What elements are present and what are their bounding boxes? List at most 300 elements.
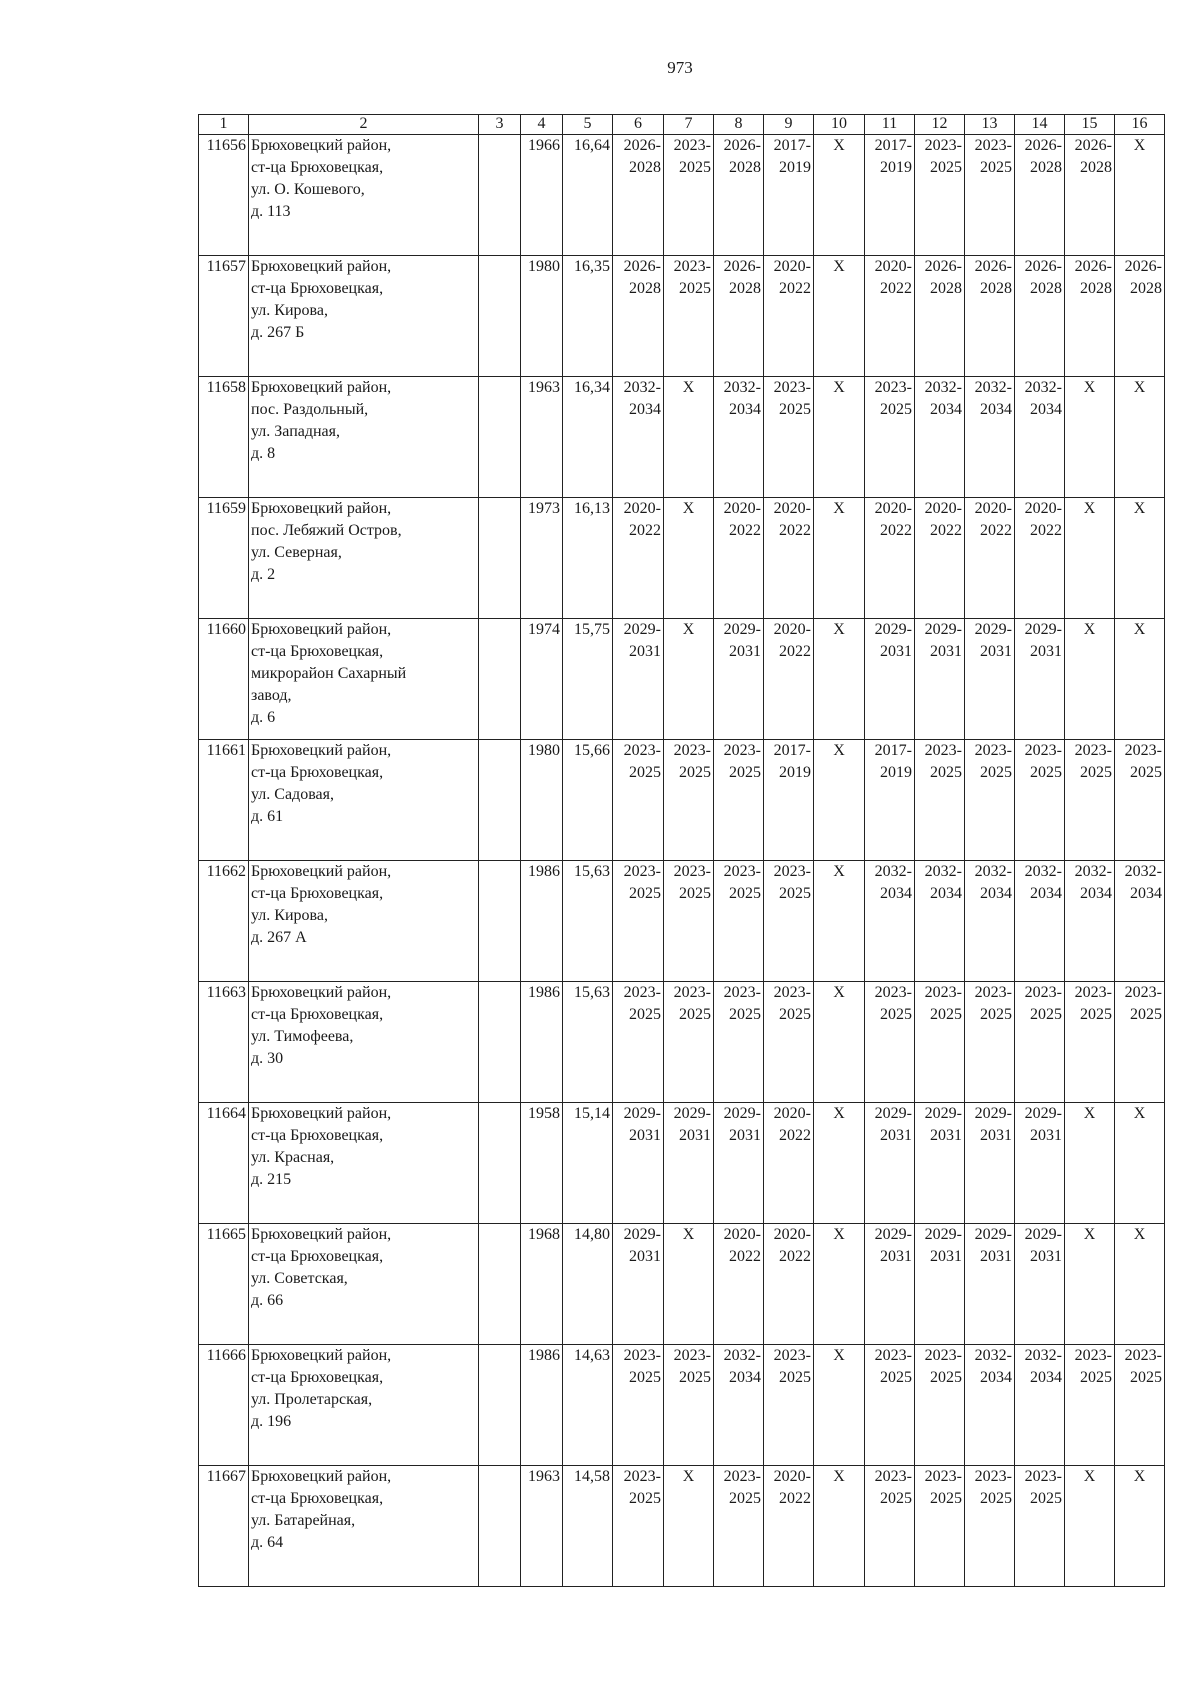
address-cell [249, 377, 479, 498]
year-cell: 1973 [521, 498, 563, 619]
period-cell-6 [613, 498, 664, 619]
period-value: X [1133, 1226, 1146, 1243]
column-header-16: 16 [1115, 115, 1165, 135]
wear-value-cell: 16,35 [563, 256, 613, 377]
period-value: 2029- 2031 [974, 1105, 1012, 1144]
column-3-cell [479, 861, 521, 982]
period-value: 2032- 2034 [623, 379, 661, 418]
period-value: 2032- 2034 [924, 863, 962, 902]
period-cell-11 [865, 1103, 915, 1224]
address-line: д. 8 [251, 445, 276, 462]
column-3-cell [479, 377, 521, 498]
period-value: 2020- 2022 [1024, 500, 1062, 539]
table-row [199, 740, 1165, 861]
year-cell: 1966 [521, 135, 563, 256]
period-cell-11 [865, 1466, 915, 1587]
period-cell-7 [664, 982, 714, 1103]
period-cell-10 [814, 1224, 865, 1345]
period-value: 2029- 2031 [723, 1105, 761, 1144]
period-cell-14 [1015, 1224, 1065, 1345]
period-cell-12 [915, 740, 965, 861]
year-cell: 1974 [521, 619, 563, 740]
period-cell-15 [1065, 256, 1115, 377]
period-value: X [1083, 379, 1096, 396]
period-cell-10 [814, 377, 865, 498]
period-value: 2029- 2031 [723, 621, 761, 660]
column-3-cell [479, 619, 521, 740]
address-cell [249, 256, 479, 377]
period-value: 2023- 2025 [773, 984, 811, 1023]
period-cell-14 [1015, 256, 1065, 377]
period-cell-13 [965, 1345, 1015, 1466]
period-cell-11 [865, 377, 915, 498]
period-cell-6 [613, 740, 664, 861]
period-value: 2029- 2031 [673, 1105, 711, 1144]
table-row [199, 135, 1165, 256]
period-value: 2032- 2034 [723, 379, 761, 418]
period-value: 2029- 2031 [874, 621, 912, 660]
period-cell-8 [714, 1103, 764, 1224]
period-cell-9 [764, 982, 814, 1103]
period-value: 2023- 2025 [924, 742, 962, 781]
period-value: 2023- 2025 [673, 1347, 711, 1386]
period-value: 2029- 2031 [974, 1226, 1012, 1265]
period-value: 2020- 2022 [773, 500, 811, 539]
period-cell-6 [613, 861, 664, 982]
period-cell-16 [1115, 135, 1165, 256]
period-value: 2023- 2025 [1074, 742, 1112, 781]
period-cell-11 [865, 619, 915, 740]
period-value: X [833, 984, 845, 1001]
period-value: X [682, 1226, 695, 1243]
period-value: 2020- 2022 [924, 500, 962, 539]
period-value: X [833, 137, 845, 154]
period-value: X [1083, 500, 1096, 517]
address-line: ст-ца Брюховецкая, [251, 643, 384, 660]
wear-value-cell: 15,75 [563, 619, 613, 740]
period-cell-11 [865, 1224, 915, 1345]
address-line: ст-ца Брюховецкая, [251, 1248, 384, 1265]
period-value: X [1083, 1468, 1096, 1485]
period-cell-10 [814, 498, 865, 619]
address-line: Брюховецкий район, [251, 1226, 392, 1243]
period-value: 2023- 2025 [723, 742, 761, 781]
period-value: 2029- 2031 [1024, 621, 1062, 660]
address-line: ул. Садовая, [251, 786, 334, 803]
address-line: ул. Кирова, [251, 302, 328, 319]
address-line: д. 267 Б [251, 324, 305, 341]
period-cell-6 [613, 135, 664, 256]
period-value: 2023- 2025 [723, 1468, 761, 1507]
address-line: Брюховецкий район, [251, 1105, 392, 1122]
address-cell [249, 740, 479, 861]
period-cell-8 [714, 619, 764, 740]
address-cell [249, 1103, 479, 1224]
period-cell-14 [1015, 861, 1065, 982]
address-line: д. 215 [251, 1171, 292, 1188]
period-value: 2023- 2025 [673, 863, 711, 902]
table-row [199, 498, 1165, 619]
year-cell: 1968 [521, 1224, 563, 1345]
wear-value-cell: 15,63 [563, 861, 613, 982]
period-value: 2029- 2031 [924, 1226, 962, 1265]
period-value: 2020- 2022 [623, 500, 661, 539]
period-value: 2023- 2025 [723, 863, 761, 902]
period-cell-9 [764, 1103, 814, 1224]
header-row [199, 115, 1165, 135]
period-value: X [833, 379, 845, 396]
address-line: ст-ца Брюховецкая, [251, 1127, 384, 1144]
column-header-14: 14 [1015, 115, 1065, 135]
housing-register-table [198, 114, 1165, 1587]
period-cell-10 [814, 256, 865, 377]
period-value: 2023- 2025 [924, 984, 962, 1023]
address-line: Брюховецкий район, [251, 258, 392, 275]
period-cell-16 [1115, 982, 1165, 1103]
column-header-13: 13 [965, 115, 1015, 135]
period-value: 2029- 2031 [623, 1105, 661, 1144]
period-cell-13 [965, 256, 1015, 377]
period-value: 2032- 2034 [974, 379, 1012, 418]
period-cell-6 [613, 982, 664, 1103]
period-cell-16 [1115, 498, 1165, 619]
period-value: X [833, 1105, 845, 1122]
period-cell-9 [764, 256, 814, 377]
period-cell-16 [1115, 1466, 1165, 1587]
period-value: X [1133, 500, 1146, 517]
period-cell-15 [1065, 982, 1115, 1103]
table-row [199, 256, 1165, 377]
table-row [199, 619, 1165, 740]
row-number-cell: 11663 [199, 982, 249, 1103]
table-row [199, 1345, 1165, 1466]
period-value: X [1083, 621, 1096, 638]
address-line: ст-ца Брюховецкая, [251, 885, 384, 902]
column-header-6: 6 [613, 115, 664, 135]
period-cell-7 [664, 1345, 714, 1466]
period-cell-16 [1115, 740, 1165, 861]
period-cell-15 [1065, 1224, 1115, 1345]
wear-value-cell: 16,34 [563, 377, 613, 498]
address-line: Брюховецкий район, [251, 1468, 392, 1485]
period-value: 2023- 2025 [673, 258, 711, 297]
wear-value-cell: 15,63 [563, 982, 613, 1103]
period-value: 2020- 2022 [974, 500, 1012, 539]
period-value: 2029- 2031 [623, 1226, 661, 1265]
address-line: Брюховецкий район, [251, 1347, 392, 1364]
period-cell-7 [664, 377, 714, 498]
row-number-cell: 11666 [199, 1345, 249, 1466]
period-cell-15 [1065, 1345, 1115, 1466]
address-line: ул. Тимофеева, [251, 1028, 354, 1045]
row-number-cell: 11658 [199, 377, 249, 498]
period-cell-13 [965, 1224, 1015, 1345]
year-cell: 1986 [521, 982, 563, 1103]
period-value: 2023- 2025 [673, 137, 711, 176]
period-cell-9 [764, 740, 814, 861]
column-3-cell [479, 1224, 521, 1345]
period-value: 2026- 2028 [974, 258, 1012, 297]
period-cell-8 [714, 377, 764, 498]
period-cell-11 [865, 256, 915, 377]
period-value: 2032- 2034 [1074, 863, 1112, 902]
period-value: X [833, 621, 845, 638]
address-line: д. 64 [251, 1534, 284, 1551]
period-value: X [1133, 1105, 1146, 1122]
year-cell: 1980 [521, 740, 563, 861]
period-value: 2023- 2025 [1124, 742, 1162, 781]
column-header-1: 1 [199, 115, 249, 135]
period-value: X [1133, 621, 1146, 638]
period-cell-10 [814, 619, 865, 740]
period-cell-16 [1115, 1224, 1165, 1345]
period-value: 2023- 2025 [1024, 1468, 1062, 1507]
period-cell-9 [764, 1224, 814, 1345]
column-header-7: 7 [664, 115, 714, 135]
period-value: 2020- 2022 [773, 621, 811, 660]
period-value: 2026- 2028 [1024, 137, 1062, 176]
period-cell-15 [1065, 861, 1115, 982]
period-value: 2017- 2019 [773, 742, 811, 781]
address-line: д. 66 [251, 1292, 284, 1309]
period-cell-14 [1015, 1345, 1065, 1466]
period-cell-14 [1015, 1466, 1065, 1587]
address-line: Брюховецкий район, [251, 137, 392, 154]
period-value: 2032- 2034 [723, 1347, 761, 1386]
period-value: 2026- 2028 [1124, 258, 1162, 297]
row-number-cell: 11667 [199, 1466, 249, 1587]
address-line: Брюховецкий район, [251, 742, 392, 759]
address-line: ул. Пролетарская, [251, 1391, 373, 1408]
period-cell-10 [814, 1466, 865, 1587]
period-value: 2032- 2034 [1024, 863, 1062, 902]
period-cell-14 [1015, 619, 1065, 740]
period-value: 2017- 2019 [773, 137, 811, 176]
period-value: X [682, 500, 695, 517]
period-value: 2020- 2022 [773, 1105, 811, 1144]
period-value: 2023- 2025 [1024, 984, 1062, 1023]
address-line: ул. Северная, [251, 544, 342, 561]
period-value: 2026- 2028 [723, 258, 761, 297]
address-line: ст-ца Брюховецкая, [251, 1369, 384, 1386]
period-cell-10 [814, 1345, 865, 1466]
period-value: 2023- 2025 [874, 984, 912, 1023]
period-value: 2023- 2025 [773, 379, 811, 418]
address-cell [249, 135, 479, 256]
period-cell-14 [1015, 135, 1065, 256]
period-value: X [833, 258, 845, 275]
table-row [199, 861, 1165, 982]
column-3-cell [479, 740, 521, 861]
row-number-cell: 11656 [199, 135, 249, 256]
period-cell-7 [664, 619, 714, 740]
period-cell-15 [1065, 1466, 1115, 1587]
period-value: 2017- 2019 [874, 742, 912, 781]
period-cell-9 [764, 1345, 814, 1466]
period-cell-15 [1065, 135, 1115, 256]
period-value: 2023- 2025 [874, 1347, 912, 1386]
period-value: X [1133, 379, 1146, 396]
address-cell [249, 861, 479, 982]
period-value: 2026- 2028 [623, 137, 661, 176]
column-header-3: 3 [479, 115, 521, 135]
period-cell-16 [1115, 619, 1165, 740]
period-value: 2029- 2031 [974, 621, 1012, 660]
address-cell [249, 619, 479, 740]
period-value: 2023- 2025 [1024, 742, 1062, 781]
wear-value-cell: 14,80 [563, 1224, 613, 1345]
period-cell-12 [915, 377, 965, 498]
address-line: ул. Кирова, [251, 907, 328, 924]
period-value: 2020- 2022 [773, 258, 811, 297]
period-cell-11 [865, 498, 915, 619]
period-cell-13 [965, 619, 1015, 740]
period-value: X [1133, 137, 1146, 154]
period-value: X [833, 1347, 845, 1364]
address-line: Брюховецкий район, [251, 863, 392, 880]
address-cell [249, 1466, 479, 1587]
period-value: 2023- 2025 [924, 1468, 962, 1507]
period-value: 2023- 2025 [1124, 1347, 1162, 1386]
address-line: ст-ца Брюховецкая, [251, 1006, 384, 1023]
period-cell-8 [714, 740, 764, 861]
period-cell-6 [613, 1103, 664, 1224]
period-value: 2029- 2031 [874, 1105, 912, 1144]
period-cell-8 [714, 1224, 764, 1345]
address-line: ул. О. Кошевого, [251, 181, 365, 198]
column-3-cell [479, 498, 521, 619]
period-cell-13 [965, 1466, 1015, 1587]
period-cell-12 [915, 1103, 965, 1224]
period-value: 2029- 2031 [623, 621, 661, 660]
column-3-cell [479, 1466, 521, 1587]
period-cell-8 [714, 498, 764, 619]
period-cell-14 [1015, 498, 1065, 619]
period-value: 2023- 2025 [723, 984, 761, 1023]
period-value: 2023- 2025 [773, 1347, 811, 1386]
period-value: X [833, 1226, 845, 1243]
address-line: пос. Раздольный, [251, 401, 369, 418]
period-value: X [682, 379, 695, 396]
wear-value-cell: 15,66 [563, 740, 613, 861]
address-cell [249, 982, 479, 1103]
address-line: ст-ца Брюховецкая, [251, 159, 384, 176]
address-line: ст-ца Брюховецкая, [251, 1490, 384, 1507]
period-value: 2032- 2034 [1024, 379, 1062, 418]
period-value: X [833, 863, 845, 880]
period-value: 2023- 2025 [874, 379, 912, 418]
year-cell: 1980 [521, 256, 563, 377]
column-header-8: 8 [714, 115, 764, 135]
period-value: 2023- 2025 [623, 1347, 661, 1386]
table-row [199, 1103, 1165, 1224]
period-value: 2020- 2022 [874, 258, 912, 297]
period-cell-10 [814, 740, 865, 861]
column-3-cell [479, 1103, 521, 1224]
period-cell-9 [764, 861, 814, 982]
period-value: 2023- 2025 [1124, 984, 1162, 1023]
column-3-cell [479, 982, 521, 1103]
period-cell-13 [965, 498, 1015, 619]
address-line: ст-ца Брюховецкая, [251, 280, 384, 297]
period-cell-14 [1015, 982, 1065, 1103]
period-cell-7 [664, 1103, 714, 1224]
period-cell-9 [764, 619, 814, 740]
row-number-cell: 11659 [199, 498, 249, 619]
address-cell [249, 1345, 479, 1466]
address-line: ул. Красная, [251, 1149, 335, 1166]
period-value: 2023- 2025 [673, 742, 711, 781]
period-value: 2023- 2025 [623, 984, 661, 1023]
row-number-cell: 11661 [199, 740, 249, 861]
period-cell-12 [915, 498, 965, 619]
column-header-15: 15 [1065, 115, 1115, 135]
wear-value-cell: 15,14 [563, 1103, 613, 1224]
period-value: 2032- 2034 [974, 1347, 1012, 1386]
period-value: 2017- 2019 [874, 137, 912, 176]
period-value: 2029- 2031 [924, 1105, 962, 1144]
period-cell-16 [1115, 377, 1165, 498]
address-line: д. 61 [251, 808, 284, 825]
period-value: 2023- 2025 [974, 984, 1012, 1023]
wear-value-cell: 16,13 [563, 498, 613, 619]
address-line: ул. Советская, [251, 1270, 348, 1287]
page-number: 973 [667, 58, 693, 77]
period-cell-14 [1015, 740, 1065, 861]
period-value: 2023- 2025 [1074, 1347, 1112, 1386]
period-cell-9 [764, 377, 814, 498]
period-value: 2023- 2025 [874, 1468, 912, 1507]
period-value: 2023- 2025 [623, 1468, 661, 1507]
period-value: 2023- 2025 [673, 984, 711, 1023]
period-value: 2023- 2025 [924, 137, 962, 176]
column-3-cell [479, 256, 521, 377]
period-value: 2029- 2031 [874, 1226, 912, 1265]
period-value: X [1083, 1105, 1096, 1122]
period-cell-13 [965, 861, 1015, 982]
period-value: 2032- 2034 [974, 863, 1012, 902]
period-cell-7 [664, 861, 714, 982]
period-value: 2032- 2034 [874, 863, 912, 902]
column-header-12: 12 [915, 115, 965, 135]
address-line: Брюховецкий район, [251, 379, 392, 396]
period-cell-10 [814, 861, 865, 982]
period-cell-8 [714, 135, 764, 256]
period-cell-12 [915, 619, 965, 740]
year-cell: 1963 [521, 377, 563, 498]
column-header-2: 2 [249, 115, 479, 135]
period-cell-10 [814, 1103, 865, 1224]
period-value: X [833, 1468, 845, 1485]
period-cell-7 [664, 498, 714, 619]
period-cell-7 [664, 1224, 714, 1345]
period-cell-12 [915, 1466, 965, 1587]
period-value: 2023- 2025 [974, 1468, 1012, 1507]
period-cell-14 [1015, 1103, 1065, 1224]
period-cell-7 [664, 135, 714, 256]
period-value: 2023- 2025 [773, 863, 811, 902]
period-value: X [682, 621, 695, 638]
address-cell [249, 1224, 479, 1345]
table-row [199, 1466, 1165, 1587]
address-line: Брюховецкий район, [251, 984, 392, 1001]
period-value: 2023- 2025 [974, 137, 1012, 176]
period-cell-15 [1065, 498, 1115, 619]
period-value: X [833, 742, 845, 759]
address-line: микрорайон Сахарный [251, 665, 407, 682]
period-cell-8 [714, 861, 764, 982]
period-value: 2029- 2031 [1024, 1105, 1062, 1144]
